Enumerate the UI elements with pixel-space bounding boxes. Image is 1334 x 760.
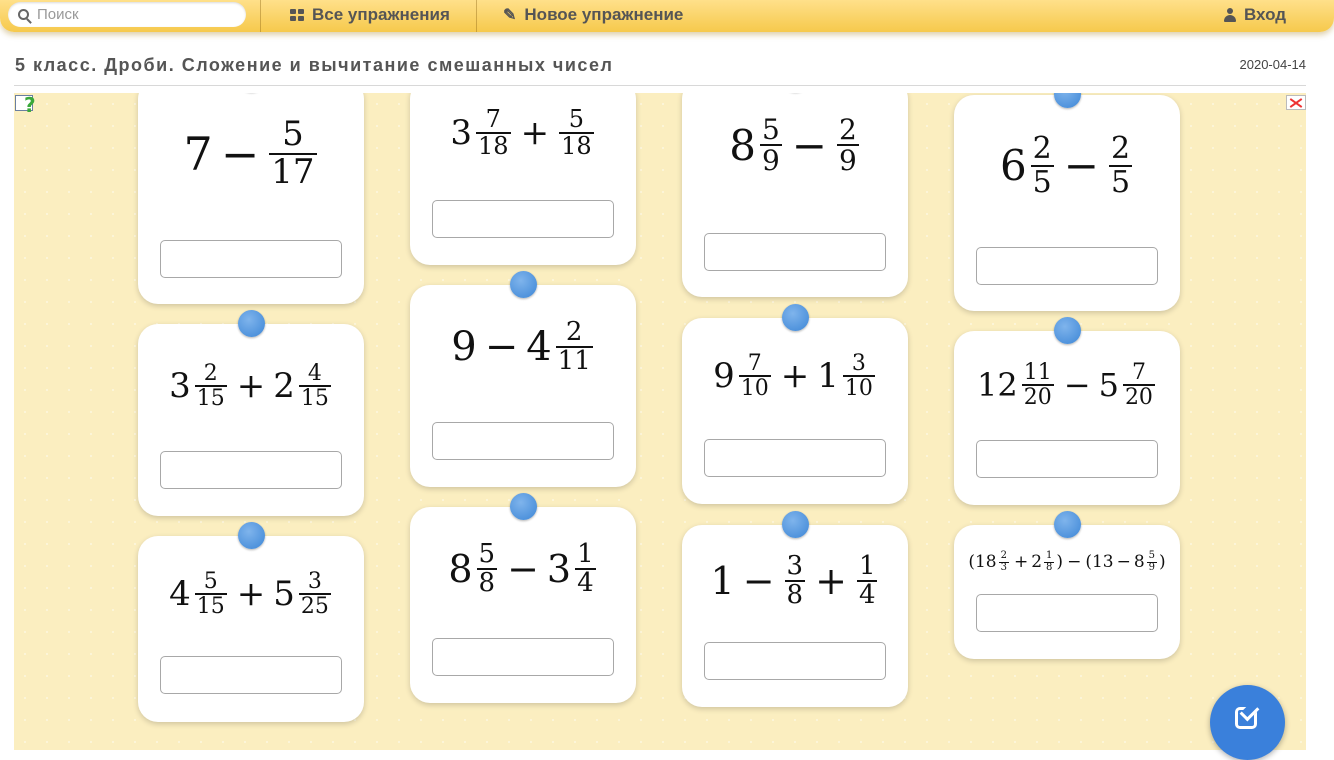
task-card-c9 bbox=[138, 536, 364, 722]
answer-input[interactable] bbox=[432, 638, 614, 676]
task-expression: (18 $\frac{2}{3}$ + 2 $\frac{1}{8}$ ) − (13 − 8 $\frac{5}{9}$ ) bbox=[968, 550, 1166, 573]
top-bar bbox=[0, 0, 1334, 32]
grid-icon bbox=[290, 9, 304, 21]
answer-input[interactable] bbox=[432, 422, 614, 460]
task-expression: 1 − $\frac{3}{8}$ + $\frac{1}{4}$ bbox=[710, 551, 876, 611]
answer-input[interactable] bbox=[704, 642, 886, 680]
task-card-c8 bbox=[954, 331, 1180, 505]
separator bbox=[476, 0, 477, 32]
task-expression: 3 $\frac{2}{15}$ + 2 $\frac{4}{15}$ bbox=[169, 361, 329, 412]
search-box[interactable] bbox=[8, 2, 246, 27]
pin-icon bbox=[510, 271, 537, 298]
pin-icon bbox=[238, 522, 265, 549]
pin-icon bbox=[1054, 317, 1081, 344]
pin-icon bbox=[1054, 511, 1081, 538]
task-card-c2 bbox=[410, 93, 636, 265]
check-answers-button[interactable] bbox=[1210, 685, 1285, 760]
task-expression: 9 − 4 $\frac{2}{11}$ bbox=[451, 317, 591, 377]
separator bbox=[260, 0, 261, 32]
all-exercises-link[interactable] bbox=[290, 5, 450, 25]
fullscreen-icon[interactable] bbox=[1286, 95, 1306, 110]
pin-icon bbox=[782, 511, 809, 538]
task-card-c10 bbox=[410, 507, 636, 703]
task-expression: 8 $\frac{5}{8}$ − 3 $\frac{1}{4}$ bbox=[448, 539, 594, 599]
task-card-c12 bbox=[954, 525, 1180, 659]
answer-input[interactable] bbox=[160, 240, 342, 278]
search-input[interactable] bbox=[35, 5, 229, 24]
task-card-c11 bbox=[682, 525, 908, 707]
answer-input[interactable] bbox=[704, 439, 886, 477]
all-exercises-label: Все упражнения bbox=[312, 5, 450, 24]
pin-icon bbox=[782, 304, 809, 331]
pin-icon bbox=[1054, 93, 1081, 108]
task-expression: 6 $\frac{2}{5}$ − $\frac{2}{5}$ bbox=[999, 131, 1131, 200]
answer-input[interactable] bbox=[976, 247, 1158, 285]
pin-icon bbox=[510, 493, 537, 520]
task-card-c1 bbox=[138, 93, 364, 304]
login-label: Вход bbox=[1244, 5, 1287, 24]
pencil-icon: ✎ bbox=[503, 7, 517, 24]
answer-input[interactable] bbox=[160, 656, 342, 694]
login-link[interactable] bbox=[1224, 5, 1286, 25]
page-title: 5 класс. Дроби. Сложение и вычитание смешанных чисел bbox=[15, 55, 614, 75]
new-exercise-label: Новое упражнение bbox=[524, 5, 684, 24]
divider bbox=[14, 85, 1306, 86]
task-card-c7 bbox=[682, 318, 908, 504]
task-card-c6 bbox=[410, 285, 636, 487]
task-expression: 3 $\frac{7}{18}$ + $\frac{5}{18}$ bbox=[450, 105, 592, 161]
answer-input[interactable] bbox=[432, 200, 614, 238]
task-expression: 9 $\frac{7}{10}$ + 1 $\frac{3}{10}$ bbox=[713, 351, 873, 402]
answer-input[interactable] bbox=[976, 440, 1158, 478]
task-expression: 8 $\frac{5}{9}$ − $\frac{2}{9}$ bbox=[729, 113, 857, 178]
page-date: 2020-04-14 bbox=[1239, 57, 1306, 72]
task-card-c4 bbox=[954, 95, 1180, 311]
task-expression: 12 $\frac{11}{20}$ − 5 $\frac{7}{20}$ bbox=[977, 360, 1153, 411]
task-card-c5 bbox=[138, 324, 364, 516]
pin-icon bbox=[238, 310, 265, 337]
task-expression: 7 − $\frac{5}{17}$ bbox=[183, 114, 315, 192]
exercise-board bbox=[14, 93, 1306, 750]
task-expression: 4 $\frac{5}{15}$ + 5 $\frac{3}{25}$ bbox=[169, 569, 329, 620]
task-card-c3 bbox=[682, 93, 908, 297]
search-icon bbox=[18, 9, 29, 20]
answer-input[interactable] bbox=[976, 594, 1158, 632]
user-icon bbox=[1224, 8, 1236, 22]
new-exercise-link[interactable] bbox=[503, 5, 683, 25]
answer-input[interactable] bbox=[160, 451, 342, 489]
help-icon[interactable]: ? bbox=[14, 93, 38, 117]
answer-input[interactable] bbox=[704, 233, 886, 271]
